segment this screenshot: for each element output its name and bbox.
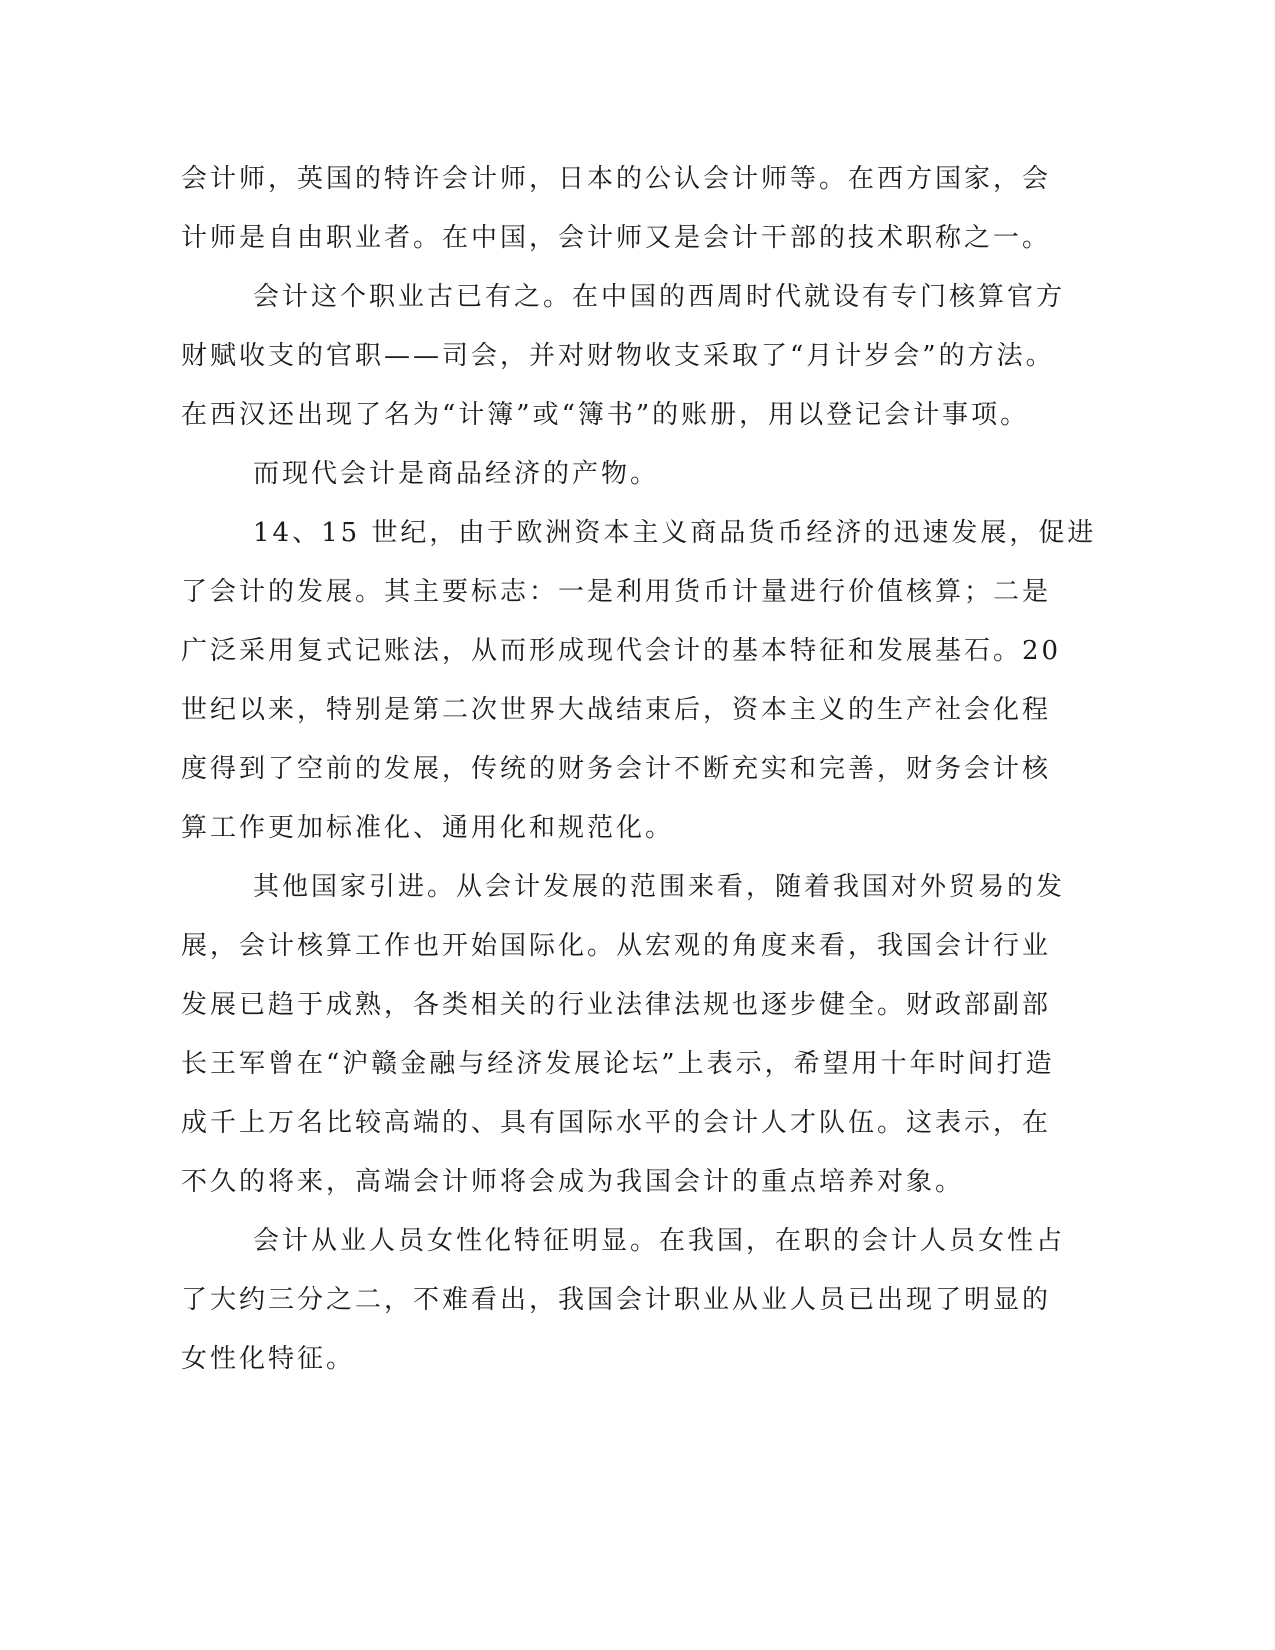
text-line: 广泛采用复式记账法，从而形成现代会计的基本特征和发展基石。20 xyxy=(181,636,1062,666)
text-line: 在西汉还出现了名为“计簿”或“簿书”的账册，用以登记会计事项。 xyxy=(181,400,1030,430)
document-body xyxy=(181,150,1097,1389)
text-line: 算工作更加标准化、通用化和规范化。 xyxy=(181,813,675,843)
text-line: 女性化特征。 xyxy=(181,1344,356,1374)
text-line: 了大约三分之二，不难看出，我国会计职业从业人员已出现了明显的 xyxy=(181,1285,1052,1315)
text-line: 计师是自由职业者。在中国，会计师又是会计干部的技术职称之一。 xyxy=(181,223,1052,253)
text-line: 展，会计核算工作也开始国际化。从宏观的角度来看，我国会计行业 xyxy=(181,931,1052,961)
text-line: 会计从业人员女性化特征明显。在我国，在职的会计人员女性占 xyxy=(253,1226,1066,1256)
text-line: 成千上万名比较高端的、具有国际水平的会计人才队伍。这表示，在 xyxy=(181,1108,1052,1138)
text-line: 财赋收支的官职——司会，并对财物收支采取了“月计岁会”的方法。 xyxy=(181,341,1055,371)
text-line: 不久的将来，高端会计师将会成为我国会计的重点培养对象。 xyxy=(181,1167,965,1197)
text-line: 度得到了空前的发展，传统的财务会计不断充实和完善，财务会计核 xyxy=(181,754,1052,784)
text-line: 发展已趋于成熟，各类相关的行业法律法规也逐步健全。财政部副部 xyxy=(181,990,1052,1020)
text-line: 了会计的发展。其主要标志：一是利用货币计量进行价值核算；二是 xyxy=(181,577,1052,607)
text-line: 会计这个职业古已有之。在中国的西周时代就设有专门核算官方 xyxy=(253,282,1066,312)
text-line: 14、15 世纪，由于欧洲资本主义商品货币经济的迅速发展，促进 xyxy=(253,518,1097,548)
text-line: 而现代会计是商品经济的产物。 xyxy=(253,459,660,489)
text-line: 会计师，英国的特许会计师，日本的公认会计师等。在西方国家，会 xyxy=(181,164,1052,194)
text-line: 世纪以来，特别是第二次世界大战结束后，资本主义的生产社会化程 xyxy=(181,695,1052,725)
text-line: 长王军曾在“沪赣金融与经济发展论坛”上表示，希望用十年时间打造 xyxy=(181,1049,1055,1079)
text-line: 其他国家引进。从会计发展的范围来看，随着我国对外贸易的发 xyxy=(253,872,1066,902)
